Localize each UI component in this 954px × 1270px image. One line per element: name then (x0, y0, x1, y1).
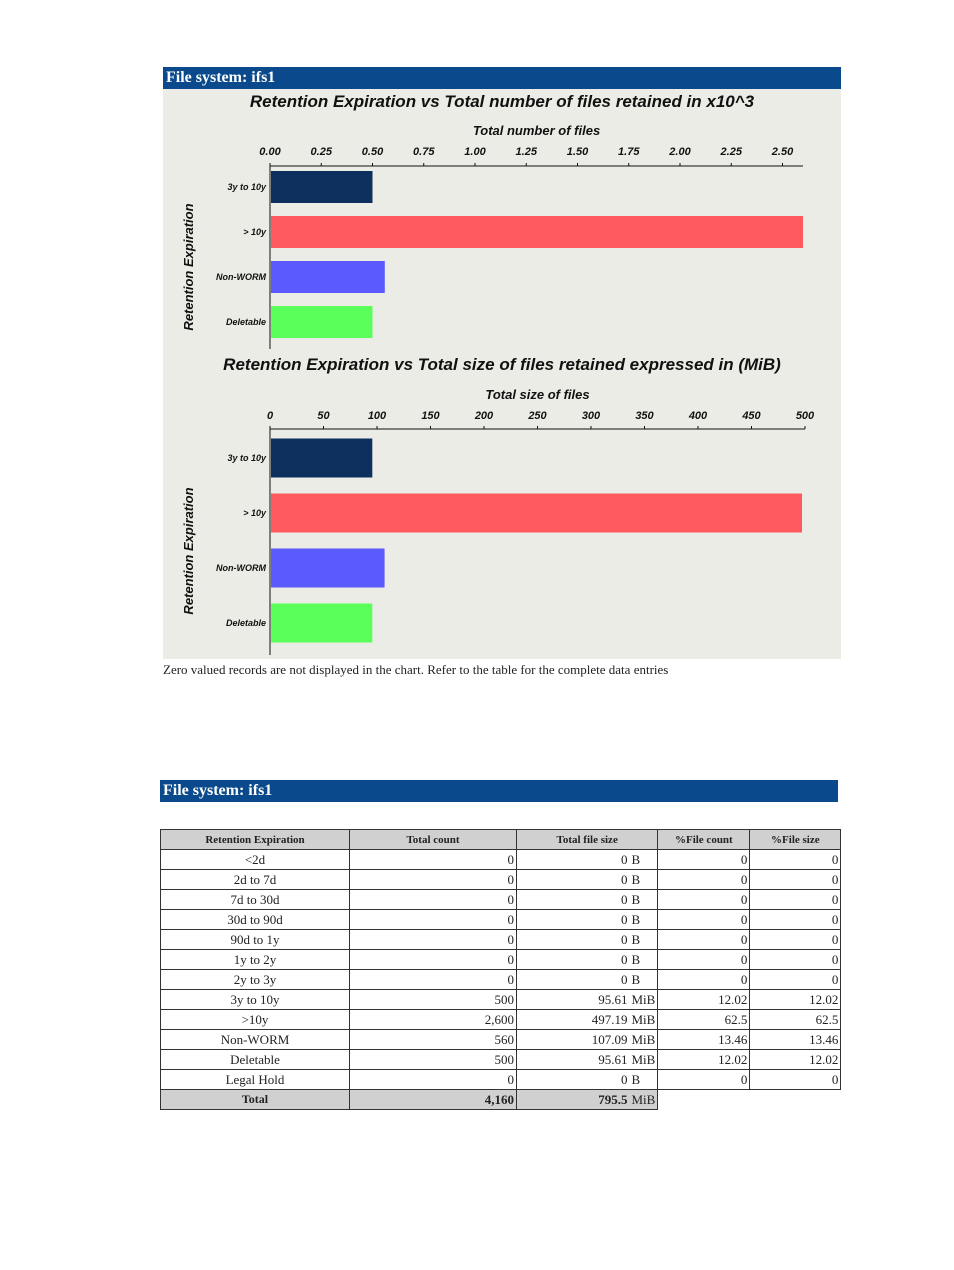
x-axis-label: Total size of files (485, 387, 590, 402)
row-pct-count: 0 (658, 910, 750, 930)
row-total-size: 0 (517, 930, 630, 950)
col-header-pct-file-count: %File count (658, 830, 750, 850)
x-tick-label: 0.25 (310, 146, 332, 158)
row-total-size: 0 (517, 970, 630, 990)
x-tick-label: 50 (317, 410, 330, 422)
col-header-retention: Retention Expiration (161, 830, 350, 850)
total-label: Total (161, 1090, 350, 1110)
row-pct-count: 62.5 (658, 1010, 750, 1030)
row-label: Deletable (161, 1050, 350, 1070)
row-size-unit: B (630, 890, 658, 910)
row-label: Legal Hold (161, 1070, 350, 1090)
row-pct-size: 0 (750, 870, 841, 890)
bar (271, 306, 373, 338)
row-label: <2d (161, 850, 350, 870)
x-tick-label: 2.00 (669, 146, 691, 158)
chart1-plot (163, 114, 841, 379)
table-row (161, 970, 841, 990)
row-label: 90d to 1y (161, 930, 350, 950)
row-pct-count: 0 (658, 870, 750, 890)
row-total-count: 0 (350, 850, 517, 870)
row-total-count: 0 (350, 890, 517, 910)
y-category-label: > 10y (243, 227, 266, 237)
row-label: 2d to 7d (161, 870, 350, 890)
row-pct-size: 0 (750, 850, 841, 870)
y-category-label: 3y to 10y (227, 182, 266, 192)
x-tick-label: 2.50 (771, 146, 794, 158)
x-tick-label: 0.75 (413, 146, 435, 158)
col-header-total-count: Total count (350, 830, 517, 850)
x-tick-label: 1.75 (618, 146, 640, 158)
y-category-label: > 10y (243, 508, 266, 518)
row-total-size: 0 (517, 1070, 630, 1090)
row-size-unit: B (630, 870, 658, 890)
row-pct-count: 0 (658, 890, 750, 910)
x-tick-label: 200 (474, 410, 494, 422)
bar (271, 604, 372, 643)
x-tick-label: 0 (266, 410, 274, 422)
row-pct-count: 13.46 (658, 1030, 750, 1050)
row-total-count: 0 (350, 870, 517, 890)
x-tick-label: 1.00 (464, 146, 486, 158)
x-tick-label: 500 (795, 410, 815, 422)
bar (271, 261, 385, 293)
table-total-row (161, 1090, 841, 1110)
row-pct-size: 12.02 (750, 990, 841, 1010)
row-pct-size: 0 (750, 1070, 841, 1090)
row-label: 30d to 90d (161, 910, 350, 930)
row-size-unit: MiB (630, 1050, 658, 1070)
filesystem-header (163, 67, 841, 89)
row-pct-count: 0 (658, 930, 750, 950)
chart-panel (163, 89, 841, 659)
x-tick-label: 250 (528, 410, 547, 422)
total-count: 4,160 (350, 1090, 517, 1110)
x-tick-label: 300 (581, 410, 601, 422)
x-tick-label: 0.50 (361, 146, 384, 158)
row-size-unit: B (630, 850, 658, 870)
x-tick-label: 350 (635, 410, 654, 422)
table-row (161, 950, 841, 970)
table-row (161, 1010, 841, 1030)
row-total-size: 95.61 (517, 1050, 630, 1070)
row-total-size: 0 (517, 950, 630, 970)
bar (271, 216, 803, 248)
row-pct-count: 0 (658, 970, 750, 990)
row-label: 7d to 30d (161, 890, 350, 910)
row-total-size: 107.09 (517, 1030, 630, 1050)
row-pct-size: 62.5 (750, 1010, 841, 1030)
row-total-count: 500 (350, 1050, 517, 1070)
row-total-count: 560 (350, 1030, 517, 1050)
table-body (161, 850, 841, 1110)
row-total-count: 2,600 (350, 1010, 517, 1030)
table-header-row (161, 830, 841, 850)
table-row (161, 1050, 841, 1070)
row-label: 1y to 2y (161, 950, 350, 970)
row-pct-count: 12.02 (658, 990, 750, 1010)
row-label: 3y to 10y (161, 990, 350, 1010)
row-total-size: 0 (517, 890, 630, 910)
total-size: 795.5 (517, 1090, 630, 1110)
row-pct-size: 0 (750, 970, 841, 990)
x-tick-label: 150 (421, 410, 440, 422)
y-category-label: Non-WORM (216, 272, 266, 282)
x-tick-label: 2.25 (720, 146, 742, 158)
filesystem-header-text: File system: ifs1 (166, 69, 276, 86)
x-tick-label: 450 (742, 410, 761, 422)
y-axis-label: Retention Expiration (181, 487, 196, 615)
row-total-size: 0 (517, 870, 630, 890)
row-pct-count: 12.02 (658, 1050, 750, 1070)
chart1-title: Retention Expiration vs Total number of files retained in x10^3 (249, 92, 755, 111)
row-size-unit: MiB (630, 990, 658, 1010)
x-tick-label: 0.00 (259, 146, 281, 158)
row-label: Non-WORM (161, 1030, 350, 1050)
row-pct-size: 13.46 (750, 1030, 841, 1050)
row-total-size: 95.61 (517, 990, 630, 1010)
col-header-total-file-size: Total file size (517, 830, 658, 850)
bar (271, 171, 373, 203)
row-label: >10y (161, 1010, 350, 1030)
row-size-unit: B (630, 950, 658, 970)
row-pct-size: 0 (750, 930, 841, 950)
chart2-plot (163, 379, 841, 657)
row-total-count: 0 (350, 910, 517, 930)
table-row (161, 1070, 841, 1090)
row-size-unit: B (630, 930, 658, 950)
row-size-unit: MiB (630, 1030, 658, 1050)
y-category-label: Non-WORM (216, 563, 266, 573)
row-pct-count: 0 (658, 850, 750, 870)
retention-table (160, 829, 841, 1110)
row-pct-size: 12.02 (750, 1050, 841, 1070)
chart-footnote: Zero valued records are not displayed in the chart. Refer to the table for the complete data entries (163, 662, 669, 677)
bar (271, 549, 385, 588)
y-category-label: Deletable (225, 317, 266, 327)
bar (271, 439, 372, 478)
y-category-label: 3y to 10y (227, 453, 266, 463)
total-size-unit: MiB (630, 1090, 658, 1110)
x-tick-label: 1.50 (566, 146, 589, 158)
row-total-size: 0 (517, 910, 630, 930)
row-total-count: 0 (350, 1070, 517, 1090)
table-row (161, 1030, 841, 1050)
col-header-pct-file-size: %File size (750, 830, 841, 850)
row-total-size: 0 (517, 850, 630, 870)
row-pct-count: 0 (658, 950, 750, 970)
chart2-title: Retention Expiration vs Total size of files retained expressed in (MiB) (223, 355, 781, 374)
row-total-size: 497.19 (517, 1010, 630, 1030)
row-pct-size: 0 (750, 890, 841, 910)
x-tick-label: 100 (367, 410, 387, 422)
row-size-unit: MiB (630, 1010, 658, 1030)
row-pct-count: 0 (658, 1070, 750, 1090)
table-row (161, 870, 841, 890)
row-pct-size: 0 (750, 910, 841, 930)
row-size-unit: B (630, 910, 658, 930)
x-axis-label: Total number of files (472, 123, 601, 138)
x-tick-label: 1.25 (515, 146, 537, 158)
table-row (161, 990, 841, 1010)
row-total-count: 0 (350, 930, 517, 950)
bar (271, 494, 802, 533)
table-row (161, 930, 841, 950)
x-tick-label: 400 (688, 410, 708, 422)
row-total-count: 0 (350, 970, 517, 990)
table-row (161, 910, 841, 930)
table-row (161, 890, 841, 910)
table-filesystem-header (160, 780, 838, 802)
table-filesystem-header-text: File system: ifs1 (163, 782, 273, 799)
y-axis-label: Retention Expiration (181, 203, 196, 331)
empty-cell (750, 1090, 841, 1110)
empty-cell (658, 1090, 750, 1110)
table-row (161, 850, 841, 870)
row-label: 2y to 3y (161, 970, 350, 990)
row-total-count: 500 (350, 990, 517, 1010)
row-size-unit: B (630, 970, 658, 990)
row-pct-size: 0 (750, 950, 841, 970)
y-category-label: Deletable (225, 618, 266, 628)
row-size-unit: B (630, 1070, 658, 1090)
row-total-count: 0 (350, 950, 517, 970)
